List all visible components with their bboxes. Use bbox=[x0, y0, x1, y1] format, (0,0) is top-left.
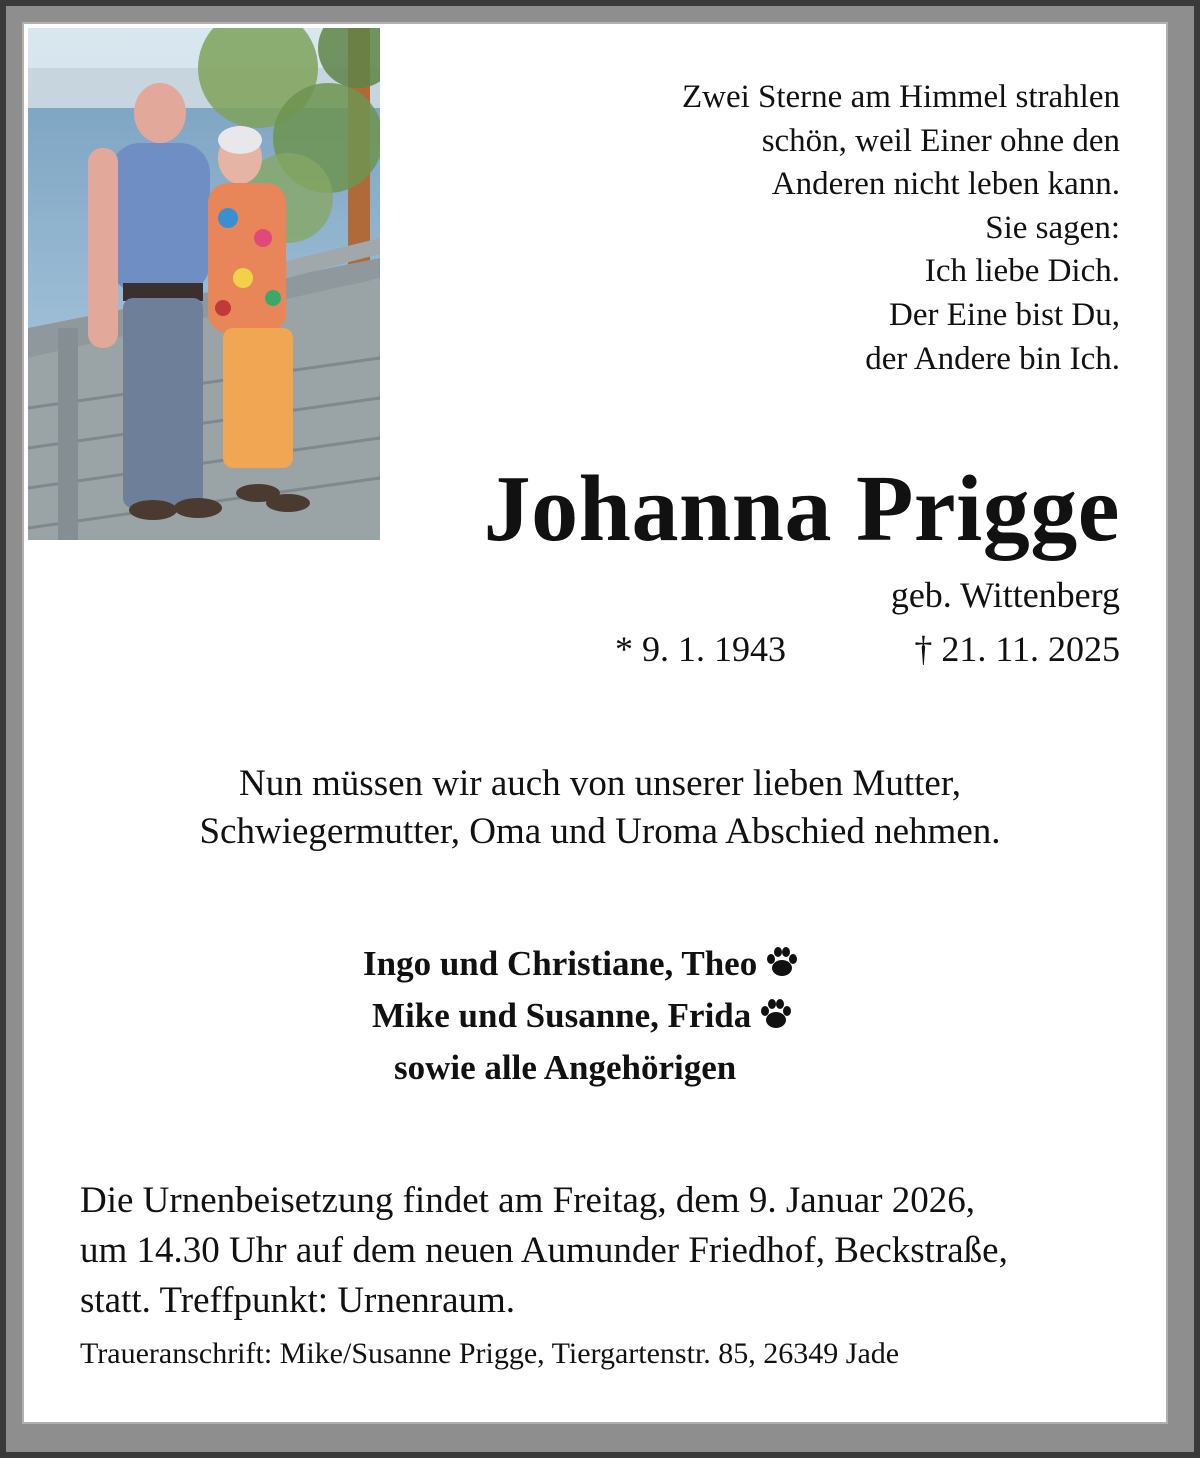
ceremony-info bbox=[80, 1176, 1008, 1326]
ceremony-line: Die Urnenbeisetzung findet am Freitag, dem 9. Januar 2026, bbox=[80, 1180, 975, 1221]
family-line-text: Mike und Susanne, Frida bbox=[372, 996, 752, 1035]
couple-photo bbox=[28, 28, 380, 540]
deceased-name: Johanna Prigge bbox=[483, 457, 1120, 561]
paw-icon bbox=[765, 942, 799, 994]
death-date: † 21. 11. 2025 bbox=[914, 629, 1120, 669]
family-line bbox=[394, 1042, 736, 1094]
poem-line: Der Eine bist Du, bbox=[889, 296, 1120, 333]
poem-line: der Andere bin Ich. bbox=[865, 340, 1120, 377]
mourning-address: Traueranschrift: Mike/Susanne Prigge, Tiergartenstr. 85, 26349 Jade bbox=[80, 1337, 900, 1370]
poem-line: Anderen nicht leben kann. bbox=[771, 166, 1120, 203]
poem bbox=[682, 76, 1120, 381]
farewell-text bbox=[0, 760, 1200, 856]
birth-name: geb. Wittenberg bbox=[890, 575, 1120, 615]
farewell-line: Nun müssen wir auch von unserer lieben Mutter, bbox=[239, 763, 961, 804]
family-line-text: sowie alle Angehörigen bbox=[394, 1048, 737, 1087]
poem-line: Sie sagen: bbox=[985, 209, 1120, 246]
family-line bbox=[372, 990, 793, 1046]
family-line bbox=[363, 938, 799, 994]
poem-line: Zwei Sterne am Himmel strahlen bbox=[681, 79, 1120, 115]
ceremony-line: statt. Treffpunkt: Urnenraum. bbox=[80, 1280, 516, 1321]
poem-line: schön, weil Einer ohne den bbox=[761, 122, 1120, 159]
paw-icon bbox=[759, 994, 793, 1046]
family-line-text: Ingo und Christiane, Theo bbox=[363, 944, 758, 983]
farewell-line: Schwiegermutter, Oma und Uroma Abschied nehmen. bbox=[199, 811, 1001, 852]
ceremony-line: um 14.30 Uhr auf dem neuen Aumunder Friedhof, Beckstraße, bbox=[80, 1230, 1008, 1271]
poem-line: Ich liebe Dich. bbox=[924, 253, 1120, 290]
birth-date: * 9. 1. 1943 bbox=[615, 629, 786, 669]
